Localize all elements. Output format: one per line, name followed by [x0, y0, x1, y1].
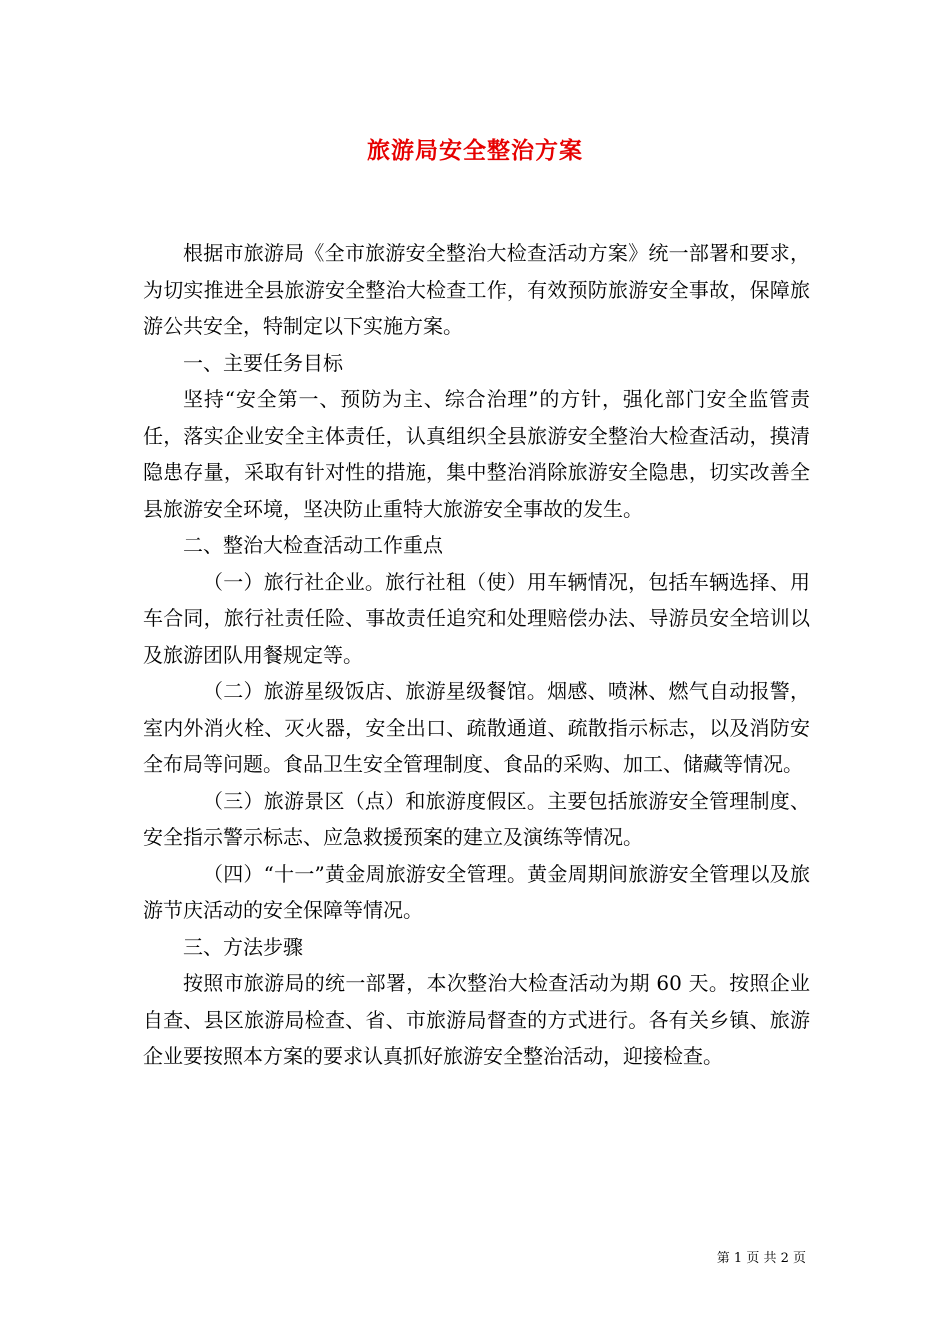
item-scenic-areas: （三）旅游景区（点）和旅游度假区。主要包括旅游安全管理制度、安全指示警示标志、应急救援预案的建立及演练等情况。: [143, 788, 810, 849]
item-hotels: （二）旅游星级饭店、旅游星级餐馆。烟感、喷淋、燃气自动报警，室内外消火栓、灭火器，安全出口、疏散通道、疏散指示标志，以及消防安全布局等问题。食品卫生安全管理制度、食品的采购、加工、储藏等情况。: [143, 679, 810, 776]
document-body: [143, 235, 810, 1075]
section-heading-1: 一、主要任务目标: [183, 350, 343, 375]
document-title: 旅游局安全整治方案: [367, 137, 583, 164]
intro-paragraph: 根据市旅游局《全市旅游安全整治大检查活动方案》统一部署和要求，为切实推进全县旅游安全整治大检查工作，有效预防旅游安全事故，保障旅游公共安全，特制定以下实施方案。: [143, 241, 810, 338]
item-golden-week: （四）“十一”黄金周旅游安全管理。黄金周期间旅游安全管理以及旅游节庆活动的安全保障等情况。: [143, 861, 810, 922]
item-travel-agency: （一）旅行社企业。旅行社租（使）用车辆情况，包括车辆选择、用车合同，旅行社责任险、事故责任追究和处理赔偿办法、导游员安全培训以及旅游团队用餐规定等。: [143, 569, 810, 667]
page-number: 第 1 页 共 2 页: [716, 1251, 806, 1266]
section-heading-3: 三、方法步骤: [183, 934, 303, 959]
paragraph-methods: 按照市旅游局的统一部署，本次整治大检查活动为期 60 天。按照企业自查、县区旅游局检查、省、市旅游局督查的方式进行。各有关乡镇、旅游企业要按照本方案的要求认真抓好旅游安全整治活动，迎接检查。: [143, 971, 810, 1068]
paragraph-goals: 坚持“安全第一、预防为主、综合治理”的方针，强化部门安全监管责任，落实企业安全主体责任，认真组织全县旅游安全整治大检查活动，摸清隐患存量，采取有针对性的措施，集中整治消除旅游安全隐患，切实改善全县旅游安全环境，坚决防止重特大旅游安全事故的发生。: [143, 387, 810, 521]
section-heading-2: 二、整治大检查活动工作重点: [183, 533, 443, 557]
